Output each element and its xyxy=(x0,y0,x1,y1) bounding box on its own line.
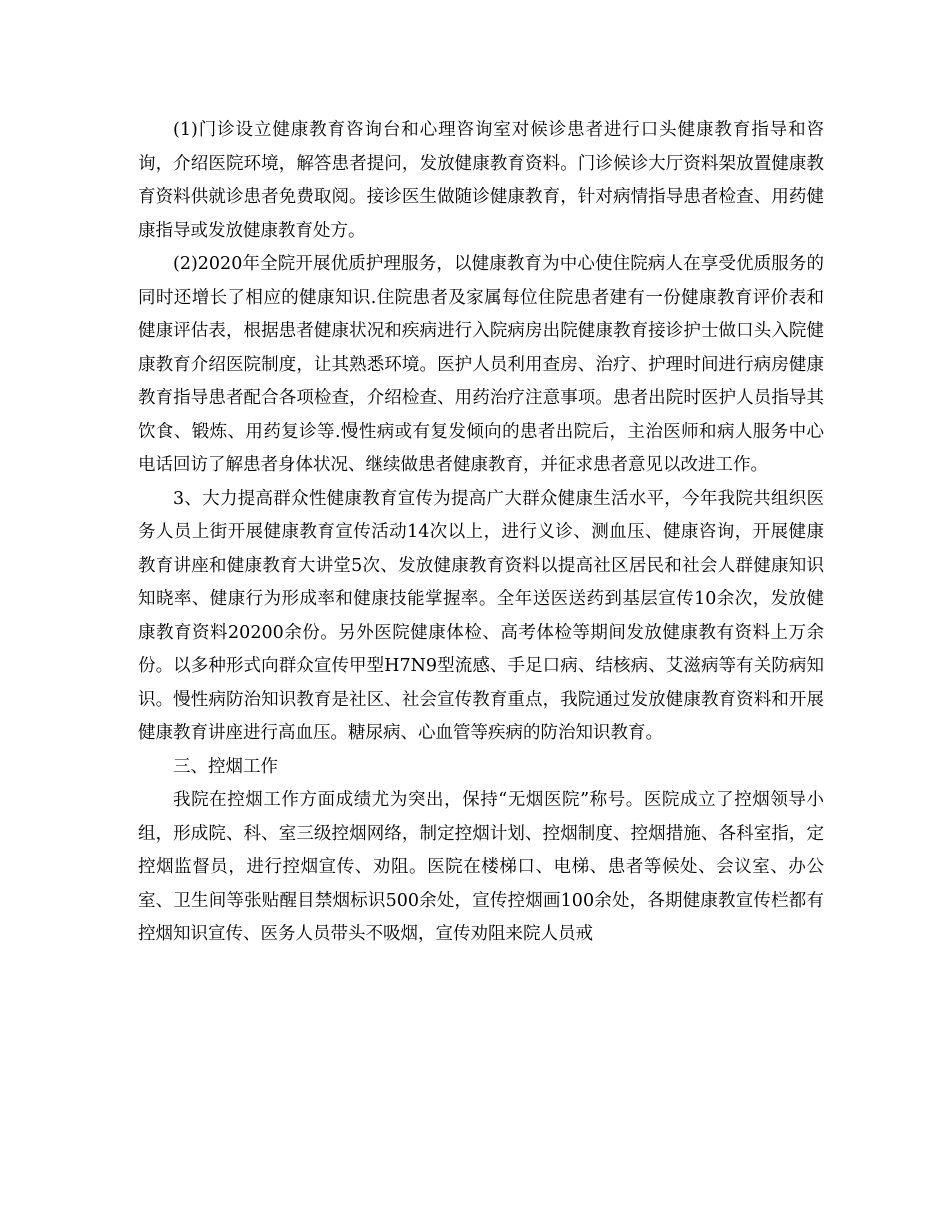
paragraph-inpatient-nursing: (2)2020年全院开展优质护理服务，以健康教育为中心使住院病人在享受优质服务的同时还增长了相应的健康知识.住院患者及家属每位住院患者建有一份健康教育评价表和健康评估表，根据患者健康状况和疾病进行入院病房出院健康教育接诊护士做口头入院健康教育介绍医院制度，让其熟悉环境。医护人员利用查房、治疗、护理时间进行病房健康教育指导患者配合各项检查，介绍检查、用药治疗注意事项。患者出院时医护人员指导其饮食、锻炼、用药复诊等.慢性病或有复发倾向的患者出院后，主治医师和病人服务中心电话回访了解患者身体状况、继续做患者健康教育，并征求患者意见以改进工作。 xyxy=(138,254,824,475)
paragraph-tobacco-control: 我院在控烟工作方面成绩尤为突出，保持“无烟医院”称号。医院成立了控烟领导小组，形成院、科、室三级控烟网络，制定控烟计划、控烟制度、控烟措施、各科室指，定控烟监督员，进行控烟宣传、劝阻。医院在楼梯口、电梯、患者等候处、会议室、办公室、卫生间等张贴醒目禁烟标识500余处，宣传控烟画100余处，各期健康教宣传栏都有控烟知识宣传、医务人员带头不吸烟，宣传劝阻来院人员戒 xyxy=(138,790,824,944)
section-heading-tobacco-control: 三、控烟工作 xyxy=(173,756,278,777)
paragraph-public-education: 3、大力提高群众性健康教育宣传为提高广大群众健康生活水平，今年我院共组织医务人员上街开展健康教育宣传活动14次以上，进行义诊、测血压、健康咨询，开展健康教育讲座和健康教育大讲堂5次、发放健康教育资料以提高社区居民和社会人群健康知识知晓率、健康行为形成率和健康技能掌握率。全年送医送药到基层宣传10余次，发放健康教育资料20200余份。另外医院健康体检、高考体检等期间发放健康教有资料上万余份。以多种形式向群众宣传甲型H7N9型流感、手足口病、结核病、艾滋病等有关防病知识。慢性病防治知识教育是社区、社会宣传教育重点，我院通过发放健康教育资料和开展健康教育讲座进行高血压。糖尿病、心血管等疾病的防治知识教育。 xyxy=(138,488,824,743)
paragraph-outpatient-education: (1)门诊设立健康教育咨询台和心理咨询室对候诊患者进行口头健康教育指导和咨询，介绍医院环境，解答患者提问，发放健康教育资料。门诊候诊大厅资料架放置健康教育资料供就诊患者免费取阅。接诊医生做随诊健康教育，针对病情指导患者检查、用药健康指导或发放健康教育处方。 xyxy=(138,120,824,241)
